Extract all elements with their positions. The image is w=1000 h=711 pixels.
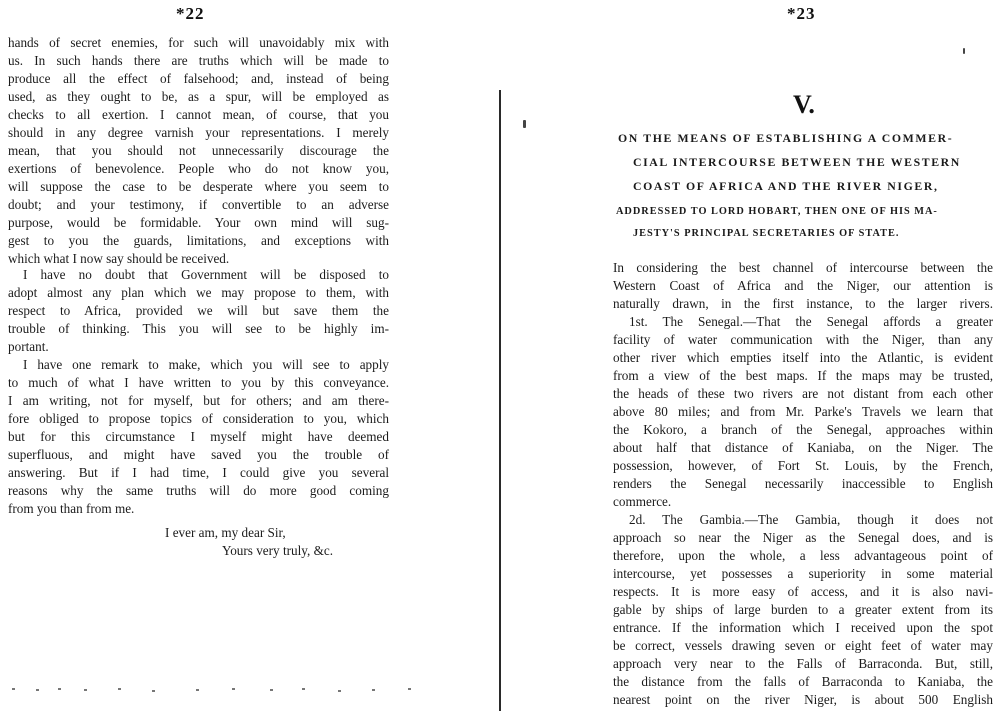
chapter-number: V. bbox=[793, 90, 815, 119]
left-line: from you than from me. bbox=[8, 501, 135, 516]
left-line: should in any degree varnish your representations. I merely bbox=[8, 125, 389, 140]
left-line: respect to Africa, provided we will but save them the bbox=[8, 303, 389, 318]
left-line: I have one remark to make, which you will see to apply bbox=[23, 357, 389, 372]
left-line: used, as they ought to be, as a spur, will be employed as bbox=[8, 89, 389, 104]
left-line: gest to you the guards, limitations, and exceptions with bbox=[8, 233, 389, 248]
left-line: purpose, would be formidable. Your own mind will sug- bbox=[8, 215, 389, 230]
chapter-subheading-line: ADDRESSED TO LORD HOBART, THEN ONE OF HIS MA- bbox=[616, 206, 938, 217]
right-line: be correct, vessels drawing seven or eight feet of water may bbox=[613, 638, 993, 653]
left-line: I am writing, not for myself, but for others; and am there- bbox=[8, 393, 389, 408]
right-line: nearest point on the river Niger, is about 500 English bbox=[613, 692, 993, 707]
left-line: will suppose the case to be desperate where you seem to bbox=[8, 179, 389, 194]
right-line: other river which empties itself into the Atlantic, is evident bbox=[613, 350, 993, 365]
right-line: the heads of these two rivers are not distant from each other bbox=[613, 386, 993, 401]
right-line: entrance. If the information which I received upon the spot bbox=[613, 620, 993, 635]
right-line: In considering the best channel of intercourse between the bbox=[613, 260, 993, 275]
right-line: the Kokoro, a branch of the Senegal, approaches within bbox=[613, 422, 993, 437]
right-line: from a view of the best maps. If the maps may be trusted, bbox=[613, 368, 993, 383]
left-line: exertions of benevolence. People who do not know you, bbox=[8, 161, 389, 176]
right-line: respects. It is more easy of access, and it is also navi- bbox=[613, 584, 993, 599]
left-line: superfluous, and might have saved you the trouble of bbox=[8, 447, 389, 462]
right-line: renders the Senegal necessarily inaccessible to English bbox=[613, 476, 993, 491]
left-line: to much of what I have written to you by this conveyance. bbox=[8, 375, 389, 390]
scan-artifacts bbox=[0, 680, 430, 700]
left-line: reasons why the same truths will do more good coming bbox=[8, 483, 389, 498]
left-line: but for this circumstance I myself might have deemed bbox=[8, 429, 389, 444]
right-line: therefore, upon the whole, a less advantageous point of bbox=[613, 548, 993, 563]
right-line: naturally drawn, in the first instance, to the larger rivers. bbox=[613, 296, 993, 311]
right-line: approach so near the Niger as the Senegal does, and is bbox=[613, 530, 993, 545]
right-line: gable by ships of large burden to a greater extent from its bbox=[613, 602, 993, 617]
right-page-number: *23 bbox=[787, 4, 816, 23]
right-line: 2d. The Gambia.—The Gambia, though it does not bbox=[629, 512, 993, 527]
left-line: mean, that you should not unnecessarily discourage the bbox=[8, 143, 389, 158]
right-line: above 80 miles; and from Mr. Parke's Travels we learn that bbox=[613, 404, 993, 419]
chapter-subheading-line: JESTY'S PRINCIPAL SECRETARIES OF STATE. bbox=[633, 228, 900, 239]
left-line: produce all the effect of falsehood; and, instead of being bbox=[8, 71, 389, 86]
right-line: facility of water communication with the Niger, than any bbox=[613, 332, 993, 347]
right-line: 1st. The Senegal.—That the Senegal affords a greater bbox=[629, 314, 993, 329]
left-line: answering. But if I had time, I could give you several bbox=[8, 465, 389, 480]
right-line: commerce. bbox=[613, 494, 672, 509]
left-line: trouble of thinking. This you will see to be highly im- bbox=[8, 321, 389, 336]
left-line: adopt almost any plan which we may propose to them, with bbox=[8, 285, 389, 300]
right-line: about half that distance of Kaniaba, on the Niger. The bbox=[613, 440, 993, 455]
left-line: us. In such hands there are truths which will be made to bbox=[8, 53, 389, 68]
left-line: doubt; and your testimony, if convertible to an adverse bbox=[8, 197, 389, 212]
right-line: approach very near to the Falls of Barraconda. But, still, bbox=[613, 656, 993, 671]
chapter-heading-line: CIAL INTERCOURSE BETWEEN THE WESTERN bbox=[633, 155, 961, 169]
signature: Yours very truly, &c. bbox=[222, 543, 333, 558]
closing-line: I ever am, my dear Sir, bbox=[165, 525, 286, 540]
left-line: I have no doubt that Government will be disposed to bbox=[23, 267, 389, 282]
left-line: checks to all exertion. I cannot mean, of course, that you bbox=[8, 107, 389, 122]
right-page bbox=[500, 0, 1000, 711]
left-line: which what I now say should be received. bbox=[8, 251, 230, 266]
left-line: fore obliged to propose topics of consideration to you, which bbox=[8, 411, 389, 426]
right-line: the distance from the falls of Barraconda to Kaniaba, the bbox=[613, 674, 993, 689]
left-page-number: *22 bbox=[176, 4, 205, 23]
right-line: intercourse, yet possesses a superiority in some material bbox=[613, 566, 993, 581]
left-line: portant. bbox=[8, 339, 49, 354]
left-line: hands of secret enemies, for such will unavoidably mix with bbox=[8, 35, 389, 50]
right-line: Western Coast of Africa and the Niger, our attention is bbox=[613, 278, 993, 293]
right-line: possession, however, of Fort St. Louis, by the French, bbox=[613, 458, 993, 473]
chapter-heading-line: ON THE MEANS OF ESTABLISHING A COMMER- bbox=[618, 131, 954, 145]
chapter-heading-line: COAST OF AFRICA AND THE RIVER NIGER, bbox=[633, 179, 939, 193]
